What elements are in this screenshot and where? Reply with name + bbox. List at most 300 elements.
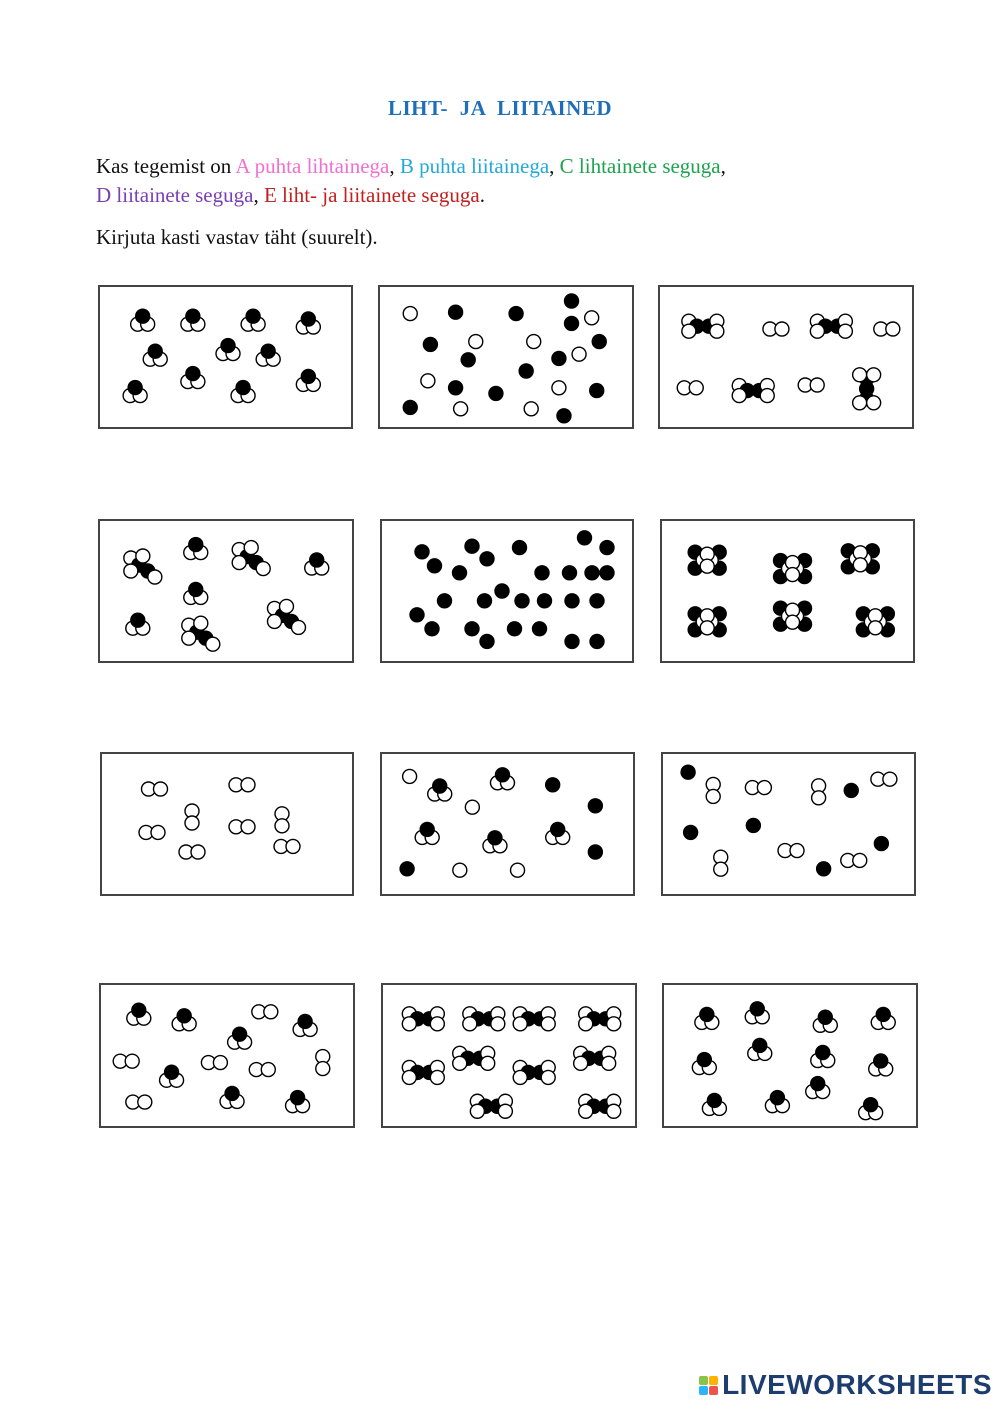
molecule [508, 622, 522, 636]
black-atom [874, 837, 888, 851]
molecule [798, 378, 824, 392]
molecule [745, 1002, 769, 1024]
white-atom [261, 1063, 275, 1077]
molecule [588, 845, 602, 859]
molecule [172, 1009, 196, 1031]
molecule [538, 594, 552, 608]
molecule [232, 541, 270, 576]
page-title: LIHT- JA LIITAINED [387, 96, 613, 120]
option-b: B puhta liitainega [399, 154, 550, 178]
molecule [682, 314, 724, 338]
white-atom [241, 778, 255, 792]
white-atom [267, 614, 281, 628]
molecule [806, 1077, 830, 1099]
molecule [778, 844, 804, 858]
white-atom [453, 1056, 467, 1070]
molecule [160, 1065, 184, 1087]
molecule [574, 1046, 616, 1070]
black-atom [449, 305, 463, 319]
molecule [184, 538, 208, 560]
molecule [774, 554, 812, 584]
molecule [552, 381, 566, 395]
molecule [813, 1010, 837, 1032]
black-atom [535, 566, 549, 580]
white-atom [706, 789, 720, 803]
white-atom [136, 549, 150, 563]
white-atom [714, 862, 728, 876]
molecule [578, 531, 592, 545]
white-atom [125, 1054, 139, 1068]
black-atom [563, 566, 577, 580]
instructions-intro: Kas tegemist on [96, 154, 236, 178]
option-a: A puhta lihtainega [235, 154, 390, 178]
brand-name: LIVEWORKSHEETS [722, 1369, 992, 1400]
molecule [557, 409, 571, 423]
white-atom [232, 556, 246, 570]
logo-square [699, 1376, 708, 1385]
white-atom [275, 819, 289, 833]
logo-square [709, 1376, 718, 1385]
molecule [181, 367, 205, 389]
white-atom [182, 631, 196, 645]
black-atom [565, 594, 579, 608]
black-atom [189, 538, 203, 552]
white-atom [786, 615, 800, 629]
molecule [184, 582, 208, 604]
black-atom [410, 608, 424, 622]
black-atom [750, 1002, 764, 1016]
black-atom [438, 594, 452, 608]
black-atom [565, 634, 579, 648]
molecule [677, 381, 703, 395]
white-atom [853, 558, 867, 572]
white-atom [732, 389, 746, 403]
black-atom [298, 1014, 312, 1028]
black-atom [489, 386, 503, 400]
liveworksheets-logo[interactable] [699, 1369, 992, 1401]
molecule [535, 566, 549, 580]
black-atom [592, 335, 606, 349]
white-atom [607, 1017, 621, 1031]
white-atom [194, 616, 208, 630]
separator: , [253, 183, 264, 207]
black-atom [246, 309, 260, 323]
black-atom [590, 634, 604, 648]
molecule-diagram [664, 985, 916, 1126]
white-atom [883, 772, 897, 786]
black-atom [291, 1091, 305, 1105]
molecule [296, 312, 320, 334]
molecule [403, 400, 417, 414]
black-atom [707, 1093, 721, 1107]
white-atom [513, 1070, 527, 1084]
molecule-diagram [101, 985, 353, 1126]
black-atom [515, 594, 529, 608]
black-atom [236, 381, 250, 395]
black-atom [433, 779, 447, 793]
molecule [810, 314, 852, 338]
black-atom [817, 862, 831, 876]
molecule [296, 369, 320, 391]
answer-box-10[interactable] [99, 983, 355, 1128]
molecule [590, 634, 604, 648]
black-atom [488, 831, 502, 845]
molecule [267, 599, 305, 634]
molecule [565, 594, 579, 608]
molecule [811, 1046, 835, 1068]
molecule [579, 1094, 621, 1118]
molecule [812, 779, 826, 805]
separator: , [549, 154, 560, 178]
molecule [449, 305, 463, 319]
black-atom [681, 765, 695, 779]
black-atom [461, 353, 475, 367]
molecule [127, 1003, 151, 1025]
molecule [565, 316, 579, 330]
black-atom [551, 822, 565, 836]
black-atom [225, 1086, 239, 1100]
black-atom [588, 845, 602, 859]
white-atom [402, 1017, 416, 1031]
molecule [706, 777, 720, 803]
white-atom [463, 1017, 477, 1031]
molecule [305, 553, 329, 575]
black-atom [818, 1010, 832, 1024]
white-atom [286, 839, 300, 853]
white-atom [491, 1017, 505, 1031]
molecule [185, 804, 199, 830]
molecule [465, 622, 479, 636]
black-atom [876, 1007, 890, 1021]
white-atom [185, 816, 199, 830]
black-atom [233, 1027, 247, 1041]
black-atom [811, 1077, 825, 1091]
molecule [428, 559, 442, 573]
molecule [746, 818, 760, 832]
black-atom [186, 309, 200, 323]
molecule [428, 779, 452, 801]
white-atom [607, 1104, 621, 1118]
black-atom [420, 822, 434, 836]
black-atom [519, 364, 533, 378]
molecule [519, 364, 533, 378]
molecule [489, 386, 503, 400]
white-atom [710, 324, 724, 338]
answer-box-7[interactable] [100, 752, 354, 896]
molecule [714, 850, 728, 876]
black-atom [310, 553, 324, 567]
white-atom [810, 378, 824, 392]
molecule [565, 634, 579, 648]
molecule-diagram [380, 287, 632, 427]
black-atom [400, 862, 414, 876]
molecule [856, 607, 894, 637]
black-atom [301, 369, 315, 383]
white-atom [213, 1056, 227, 1070]
white-atom [191, 845, 205, 859]
black-atom [428, 559, 442, 573]
answer-box-1[interactable] [98, 285, 353, 429]
white-atom [470, 1104, 484, 1118]
molecule [490, 768, 514, 790]
black-atom [565, 294, 579, 308]
molecule [113, 1054, 139, 1068]
white-atom [430, 1070, 444, 1084]
white-atom [585, 311, 599, 325]
white-atom [682, 324, 696, 338]
molecule [546, 778, 560, 792]
molecule [142, 782, 168, 796]
black-atom [753, 1038, 767, 1052]
molecule [871, 1007, 895, 1029]
molecule [765, 1091, 789, 1113]
black-atom [403, 400, 417, 414]
black-atom [585, 566, 599, 580]
molecule [480, 552, 494, 566]
molecule [563, 566, 577, 580]
black-atom [590, 594, 604, 608]
white-atom [403, 307, 417, 321]
black-atom [131, 613, 145, 627]
molecule [527, 335, 541, 349]
molecule [600, 566, 614, 580]
molecule [139, 825, 165, 839]
molecule [817, 862, 831, 876]
molecule [515, 594, 529, 608]
white-atom [853, 368, 867, 382]
black-atom [423, 337, 437, 351]
white-atom [812, 791, 826, 805]
molecule [470, 1094, 512, 1118]
molecule-diagram [382, 754, 633, 894]
answer-box-6[interactable] [660, 519, 915, 663]
white-atom [867, 368, 881, 382]
white-atom [138, 1095, 152, 1109]
white-atom [602, 1056, 616, 1070]
molecule [509, 307, 523, 321]
white-atom [206, 637, 220, 651]
white-atom [430, 1017, 444, 1031]
answer-box-2[interactable] [378, 285, 634, 429]
molecule [402, 1007, 444, 1031]
white-atom [421, 374, 435, 388]
black-atom [478, 594, 492, 608]
black-atom [509, 307, 523, 321]
black-atom [177, 1009, 191, 1023]
molecule [461, 353, 475, 367]
white-atom [244, 541, 258, 555]
white-atom [838, 324, 852, 338]
white-atom [524, 402, 538, 416]
black-atom [136, 309, 150, 323]
molecule [453, 863, 467, 877]
black-atom [588, 799, 602, 813]
black-atom [261, 344, 275, 358]
black-atom [465, 539, 479, 553]
molecule [229, 820, 255, 834]
molecule [874, 322, 900, 336]
task-text: Kirjuta kasti vastav täht (suurelt). [96, 225, 378, 249]
black-atom [770, 1091, 784, 1105]
black-atom [816, 1046, 830, 1060]
black-atom [415, 545, 429, 559]
molecule [421, 374, 435, 388]
molecule [410, 608, 424, 622]
molecule [415, 822, 439, 844]
molecule [871, 772, 897, 786]
white-atom [810, 324, 824, 338]
white-atom [316, 1062, 330, 1076]
molecule [579, 1007, 621, 1031]
molecule [859, 1098, 883, 1120]
molecule [256, 344, 280, 366]
option-d: D liitainete seguga [96, 183, 254, 207]
molecule [415, 545, 429, 559]
white-atom [403, 769, 417, 783]
molecule [600, 541, 614, 555]
white-atom [760, 389, 774, 403]
brand-logo-icon [699, 1376, 718, 1395]
option-c: C lihtainete seguga [559, 154, 721, 178]
white-atom [124, 564, 138, 578]
option-e: E liht- ja liitainete seguga [263, 183, 480, 207]
white-atom [790, 844, 804, 858]
molecule [588, 799, 602, 813]
molecule [402, 1060, 444, 1084]
white-atom [541, 1070, 555, 1084]
molecule [179, 845, 205, 859]
molecule [465, 800, 479, 814]
white-atom [511, 863, 525, 877]
molecule [403, 307, 417, 321]
molecule [220, 1086, 244, 1108]
molecule [774, 601, 812, 631]
white-atom [867, 396, 881, 410]
white-atom [279, 599, 293, 613]
molecule [124, 549, 162, 584]
molecule [585, 566, 599, 580]
black-atom [189, 582, 203, 596]
white-atom [498, 1104, 512, 1118]
molecule [126, 1095, 152, 1109]
white-atom [572, 347, 586, 361]
molecule [463, 1007, 505, 1031]
black-atom [684, 825, 698, 839]
molecule [231, 381, 255, 403]
black-atom [128, 381, 142, 395]
molecule [182, 616, 220, 651]
molecule [853, 368, 881, 410]
white-atom [552, 381, 566, 395]
white-atom [469, 335, 483, 349]
white-atom [241, 820, 255, 834]
black-atom [864, 1098, 878, 1112]
black-atom [513, 541, 527, 555]
molecule-diagram [382, 521, 632, 661]
answer-box-5[interactable] [380, 519, 634, 663]
white-atom [256, 562, 270, 576]
answer-box-11[interactable] [381, 983, 637, 1128]
answer-box-3[interactable] [658, 285, 914, 429]
molecule [513, 1060, 555, 1084]
molecule-diagram [662, 521, 913, 661]
black-atom [495, 768, 509, 782]
molecule [403, 769, 417, 783]
molecule [293, 1014, 317, 1036]
white-atom [786, 568, 800, 582]
molecule [533, 622, 547, 636]
molecule [123, 381, 147, 403]
molecule [465, 539, 479, 553]
molecule-diagram [100, 521, 352, 661]
black-atom [453, 566, 467, 580]
molecule [684, 825, 698, 839]
black-atom [495, 584, 509, 598]
black-atom [221, 339, 235, 353]
molecule [453, 566, 467, 580]
black-atom [874, 1054, 888, 1068]
white-atom [481, 1056, 495, 1070]
black-atom [552, 351, 566, 365]
answer-box-9[interactable] [661, 752, 916, 896]
logo-square [709, 1386, 718, 1395]
molecule [229, 778, 255, 792]
black-atom [425, 622, 439, 636]
white-atom [454, 402, 468, 416]
white-atom [513, 1017, 527, 1031]
molecule [546, 822, 570, 844]
molecule [454, 402, 468, 416]
white-atom [541, 1017, 555, 1031]
molecule [228, 1027, 252, 1049]
black-atom [132, 1003, 146, 1017]
white-atom [151, 825, 165, 839]
black-atom [480, 634, 494, 648]
molecule [692, 1053, 716, 1075]
answer-box-4[interactable] [98, 519, 354, 663]
black-atom [449, 381, 463, 395]
molecule [688, 545, 726, 575]
answer-box-8[interactable] [380, 752, 635, 896]
molecule [513, 1007, 555, 1031]
white-atom [579, 1017, 593, 1031]
molecule-diagram [383, 985, 635, 1126]
molecule [681, 765, 695, 779]
white-atom [886, 322, 900, 336]
white-atom [757, 781, 771, 795]
answer-box-12[interactable] [662, 983, 918, 1128]
molecule [449, 381, 463, 395]
molecule [495, 584, 509, 598]
white-atom [402, 1070, 416, 1084]
white-atom [465, 800, 479, 814]
molecule [688, 607, 726, 637]
molecule [695, 1007, 719, 1029]
molecule [565, 294, 579, 308]
white-atom [154, 782, 168, 796]
molecule [732, 379, 774, 403]
black-atom [697, 1053, 711, 1067]
white-atom [853, 853, 867, 867]
black-atom [600, 541, 614, 555]
white-atom [853, 396, 867, 410]
molecule [286, 1091, 310, 1113]
white-atom [868, 621, 882, 635]
black-atom [186, 367, 200, 381]
molecule [275, 807, 289, 833]
black-atom [557, 409, 571, 423]
separator: , [720, 154, 726, 178]
